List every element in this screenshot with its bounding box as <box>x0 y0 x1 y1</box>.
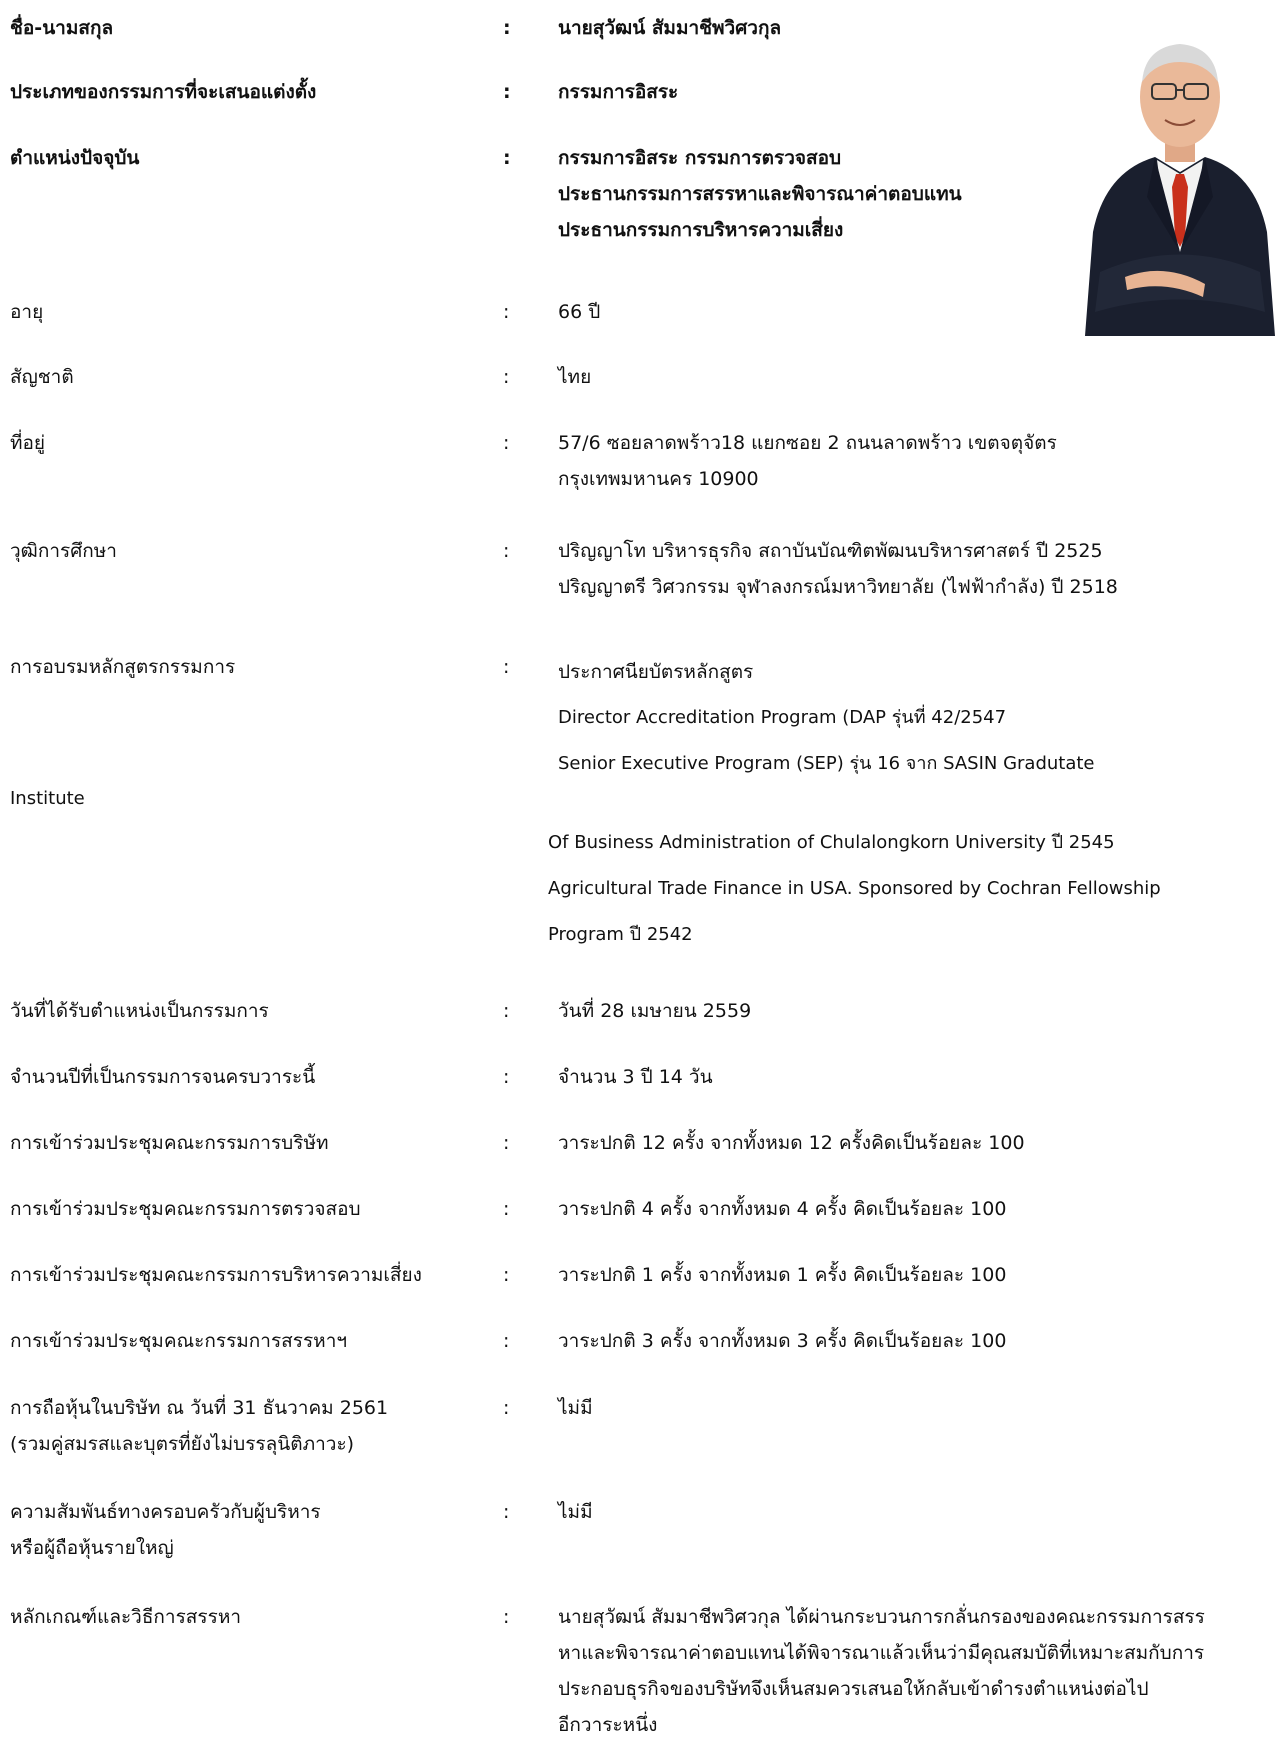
director-training-label: การอบรมหลักสูตรกรรมการ <box>10 656 236 678</box>
colon: : <box>503 540 510 562</box>
years-as-director-label: จำนวนปีที่เป็นกรรมการจนครบวาระนี้ <box>10 1066 316 1088</box>
audit-meetings-value: วาระปกติ 4 ครั้ง จากทั้งหมด 4 ครั้ง คิดเป็นร้อยละ 100 <box>558 1198 1007 1220</box>
selection-criteria-label: หลักเกณฑ์และวิธีการสรรหา <box>10 1606 242 1628</box>
colon: : <box>503 301 510 323</box>
address-value <box>558 425 1258 497</box>
colon: : <box>503 1330 510 1352</box>
nationality-label: สัญชาติ <box>10 366 74 388</box>
training-line: Senior Executive Program (SEP) รุ่น 16 จาก SASIN Gradutate <box>558 753 1095 774</box>
age-value: 66 ปี <box>558 301 601 323</box>
colon: : <box>503 366 510 388</box>
education-label: วุฒิการศึกษา <box>10 540 117 562</box>
current-position-line: ประธานกรรมการบริหารความเสี่ยง <box>558 219 844 241</box>
education-line: ปริญญาโท บริหารธุรกิจ สถาบันบัณฑิตพัฒนบริหารศาสตร์ ปี 2525 <box>558 540 1103 562</box>
training-line: Of Business Administration of Chulalongkorn University ปี 2545 <box>548 832 1115 853</box>
selection-criteria-line: นายสุวัฒน์ สัมมาชีพวิศวกุล ได้ผ่านกระบวนการกลั่นกรองของคณะกรรมการสรร <box>558 1606 1205 1628</box>
portrait-drawing <box>1085 22 1275 336</box>
name-value: นายสุวัฒน์ สัมมาชีพวิศวกุล <box>558 17 782 39</box>
risk-meetings-value: วาระปกติ 1 ครั้ง จากทั้งหมด 1 ครั้ง คิดเป็นร้อยละ 100 <box>558 1264 1007 1286</box>
nomination-meetings-value: วาระปกติ 3 ครั้ง จากทั้งหมด 3 ครั้ง คิดเป็นร้อยละ 100 <box>558 1330 1007 1352</box>
shareholding-label-line: การถือหุ้นในบริษัท ณ วันที่ 31 ธันวาคม 2561 <box>10 1397 389 1419</box>
nomination-meetings-label: การเข้าร่วมประชุมคณะกรรมการสรรหาฯ <box>10 1330 348 1352</box>
name-label: ชื่อ-นามสกุล <box>10 17 114 39</box>
audit-meetings-label: การเข้าร่วมประชุมคณะกรรมการตรวจสอบ <box>10 1198 361 1220</box>
appointment-date-label: วันที่ได้รับตำแหน่งเป็นกรรมการ <box>10 1000 269 1022</box>
colon: : <box>503 17 511 39</box>
appointment-date-value: วันที่ 28 เมษายน 2559 <box>558 1000 752 1022</box>
training-line: Agricultural Trade Finance in USA. Sponsored by Cochran Fellowship <box>548 878 1161 899</box>
training-line: ประกาศนียบัตรหลักสูตร <box>558 661 754 683</box>
address-label: ที่อยู่ <box>10 432 46 454</box>
selection-criteria-line: หาและพิจารณาค่าตอบแทนได้พิจารณาแล้วเห็นว่ามีคุณสมบัติที่เหมาะสมกับการ <box>558 1642 1205 1664</box>
colon: : <box>503 1606 510 1628</box>
family-relationship-label-line: ความสัมพันธ์ทางครอบครัวกับผู้บริหาร <box>10 1501 321 1523</box>
shareholding-value: ไม่มี <box>558 1397 593 1419</box>
age-label: อายุ <box>10 301 44 323</box>
board-meetings-value: วาระปกติ 12 ครั้ง จากทั้งหมด 12 ครั้งคิดเป็นร้อยละ 100 <box>558 1132 1025 1154</box>
colon: : <box>503 1198 510 1220</box>
selection-criteria-value <box>558 1599 1258 1743</box>
colon: : <box>503 1000 510 1022</box>
colon: : <box>503 656 510 678</box>
director-type-label: ประเภทของกรรมการที่จะเสนอแต่งตั้ง <box>10 81 317 103</box>
training-continued <box>548 820 1248 958</box>
training-line: Program ปี 2542 <box>548 924 693 945</box>
years-as-director-value: จำนวน 3 ปี 14 วัน <box>558 1066 713 1088</box>
colon: : <box>503 1066 510 1088</box>
risk-meetings-label: การเข้าร่วมประชุมคณะกรรมการบริหารความเสี่ยง <box>10 1264 422 1286</box>
selection-criteria-line: ประกอบธุรกิจของบริษัทจึงเห็นสมควรเสนอให้กลับเข้าดำรงตำแหน่งต่อไป <box>558 1678 1149 1700</box>
selection-criteria-line: อีกวาระหนึ่ง <box>558 1714 658 1736</box>
education-value <box>558 533 1258 605</box>
colon: : <box>503 147 511 169</box>
shareholding-label <box>10 1390 500 1462</box>
person-portrait-photo <box>1085 22 1275 336</box>
director-type-value: กรรมการอิสระ <box>558 81 679 103</box>
address-line: 57/6 ซอยลาดพร้าว18 แยกซอย 2 ถนนลาดพร้าว เขตจตุจัตร <box>558 432 1057 454</box>
board-meetings-label: การเข้าร่วมประชุมคณะกรรมการบริษัท <box>10 1132 329 1154</box>
current-position-line: กรรมการอิสระ กรรมการตรวจสอบ <box>558 147 842 169</box>
family-relationship-label <box>10 1494 500 1566</box>
colon: : <box>503 1264 510 1286</box>
colon: : <box>503 432 510 454</box>
address-line: กรุงเทพมหานคร 10900 <box>558 468 759 490</box>
education-line: ปริญญาตรี วิศวกรรม จุฬาลงกรณ์มหาวิทยาลัย (ไฟฟ้ากำลัง) ปี 2518 <box>558 576 1118 598</box>
director-training-value <box>558 649 1258 787</box>
colon: : <box>503 81 511 103</box>
colon: : <box>503 1132 510 1154</box>
current-position-label: ตำแหน่งปัจจุบัน <box>10 147 140 169</box>
shareholding-label-line: (รวมคู่สมรสและบุตรที่ยังไม่บรรลุนิติภาวะ) <box>10 1433 355 1455</box>
colon: : <box>503 1397 510 1419</box>
training-line: Director Accreditation Program (DAP รุ่นที่ 42/2547 <box>558 707 1007 728</box>
current-position-line: ประธานกรรมการสรรหาและพิจารณาค่าตอบแทน <box>558 183 962 205</box>
training-institute: Institute <box>10 788 85 809</box>
colon: : <box>503 1501 510 1523</box>
family-relationship-value: ไม่มี <box>558 1501 593 1523</box>
family-relationship-label-line: หรือผู้ถือหุ้นรายใหญ่ <box>10 1537 174 1559</box>
nationality-value: ไทย <box>558 366 592 388</box>
